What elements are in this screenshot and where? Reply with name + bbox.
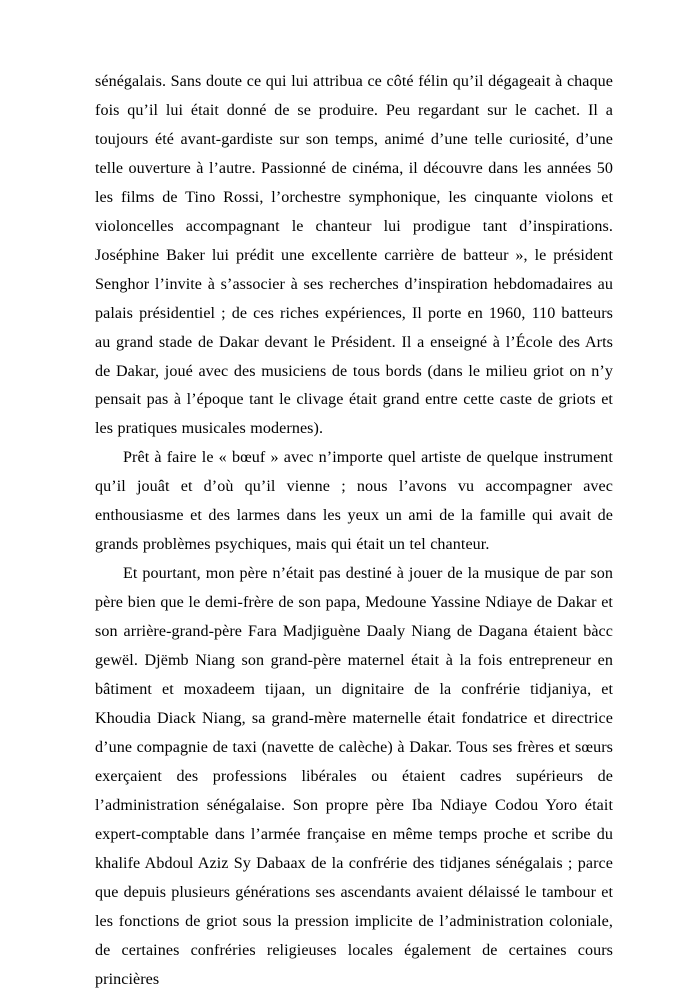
body-paragraph: sénégalais. Sans doute ce qui lui attribua ce côté félin qu’il dégageait à chaque fois qu’il lui était donné de se produire. Peu regardant sur le cachet. Il a toujours été avant-gardiste sur son temps, animé d’une telle curiosité, d’une telle ouverture à l’autre. Passionné de cinéma, il découvre dans les années 50 les films de Tino Rossi, l’orchestre symphonique, les cinquante violons et violoncelles accompagnant le chanteur lui prodigue tant d’inspirations. Joséphine Baker lui prédit une excellente carrière de batteur », le président Senghor l’invite à s’associer à ses recherches d’inspiration hebdomadaires au palais présidentiel ; de ces riches expériences, Il porte en 1960, 110 batteurs au grand stade de Dakar devant le Président. Il a enseigné à l’École des Arts de Dakar, joué avec des musiciens de tous bords (dans le milieu griot on n’y pensait pas à l’époque tant le clivage était grand entre cette caste de griots et les pratiques musicales modernes). bbox=[95, 73, 613, 438]
body-paragraph: Et pourtant, mon père n’était pas destiné à jouer de la musique de par son père bien que le demi-frère de son papa, Medoune Yassine Ndiaye de Dakar et son arrière-grand-père Fara Madjiguène Daaly Niang de Dagana étaient bàcc gewël. Djëmb Niang son grand-père maternel était à la fois entrepreneur en bâtiment et moxadeem tijaan, un dignitaire de la confrérie tidjaniya, et Khoudia Diack Niang, sa grand-mère maternelle était fondatrice et directrice d’une compagnie de taxi (navette de calèche) à Dakar. Tous ses frères et sœurs exerçaient des professions libérales ou étaient cadres supérieurs de l’administration sénégalaise. Son propre père Iba Ndiaye Codou Yoro était expert-comptable dans l’armée française en même temps proche et scribe du khalife Abdoul Aziz Sy Dabaax de la confrérie des tidjanes sénégalais ; parce que depuis plusieurs générations ses ascendants avaient délaissé le tambour et les fonctions de griot sous la pression implicite de l’administration coloniale, de certaines confréries religieuses locales également de certaines cours princières bbox=[95, 565, 613, 988]
body-paragraph: Prêt à faire le « bœuf » avec n’importe quel artiste de quelque instrument qu’il jouât et d’où qu’il vienne ; nous l’avons vu accompagner avec enthousiasme et des larmes dans les yeux un ami de la famille qui avait de grands problèmes psychiques, mais qui était un tel chanteur. bbox=[95, 449, 613, 554]
body-text-column bbox=[95, 68, 613, 995]
